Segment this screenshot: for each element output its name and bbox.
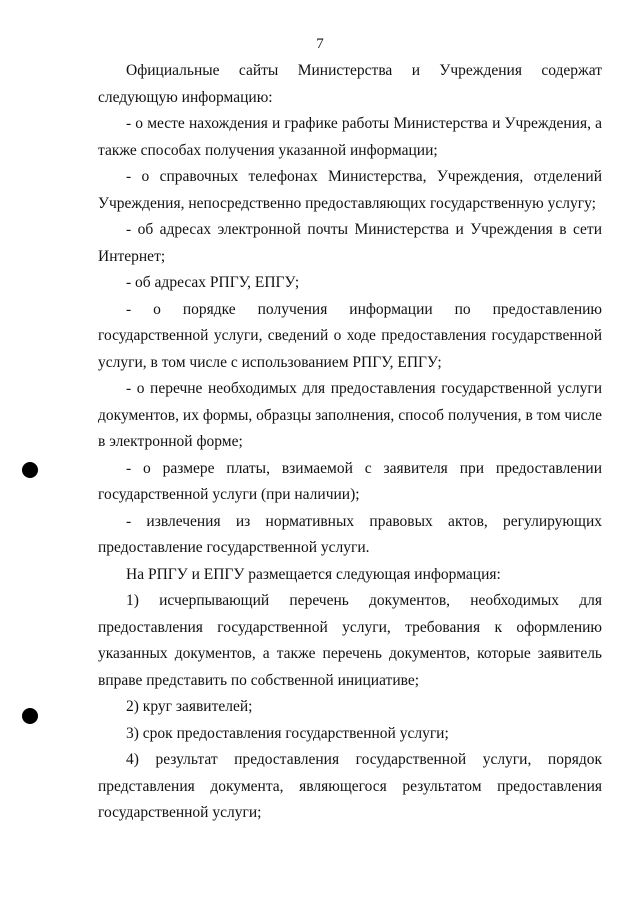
punch-hole-mark — [22, 462, 38, 478]
portal-info-heading: На РПГУ и ЕПГУ размещается следующая информация: — [126, 565, 501, 583]
document-body — [98, 58, 602, 827]
numbered-item-4: 4) результат предоставления государственной услуги, порядок представления документа, являющегося результатом предоставления государственной услуги; — [98, 751, 602, 821]
numbered-item-1: 1) исчерпывающий перечень документов, необходимых для предоставления государственной услуги, требования к оформлению указанных документов, а также перечень документов, которые заявитель вправе представить по собственной инициативе; — [98, 592, 602, 689]
list-item-location: - о месте нахождения и графике работы Министерства и Учреждения, а также способах получения указанной информации; — [98, 115, 602, 159]
list-item-phones: - о справочных телефонах Министерства, Учреждения, отделений Учреждения, непосредственно предоставляющих государственную услугу; — [98, 168, 602, 212]
list-item-procedure: - о порядке получения информации по предоставлению государственной услуги, сведений о ходе предоставления государственной услуги, в том числе с использованием РПГУ, ЕПГУ; — [98, 300, 602, 371]
intro-paragraph: Официальные сайты Министерства и Учреждения содержат следующую информацию: — [98, 62, 602, 106]
list-item-fee: - о размере платы, взимаемой с заявителя при предоставлении государственной услуги (при наличии); — [98, 459, 602, 503]
numbered-item-3: 3) срок предоставления государственной услуги; — [126, 724, 449, 742]
list-item-portals: - об адресах РПГУ, ЕПГУ; — [126, 274, 300, 291]
list-item-legal-extracts: - извлечения из нормативных правовых актов, регулирующих предоставление государственной услуги. — [98, 512, 602, 556]
list-item-email: - об адресах электронной почты Министерства и Учреждения в сети Интернет; — [98, 221, 602, 265]
numbered-item-2: 2) круг заявителей; — [126, 698, 253, 715]
page-number: 7 — [316, 36, 324, 52]
list-item-documents: - о перечне необходимых для предоставления государственной услуги документов, их формы, образцы заполнения, способ получения, в том числе в электронной форме; — [98, 380, 602, 450]
punch-hole-mark — [22, 708, 38, 724]
